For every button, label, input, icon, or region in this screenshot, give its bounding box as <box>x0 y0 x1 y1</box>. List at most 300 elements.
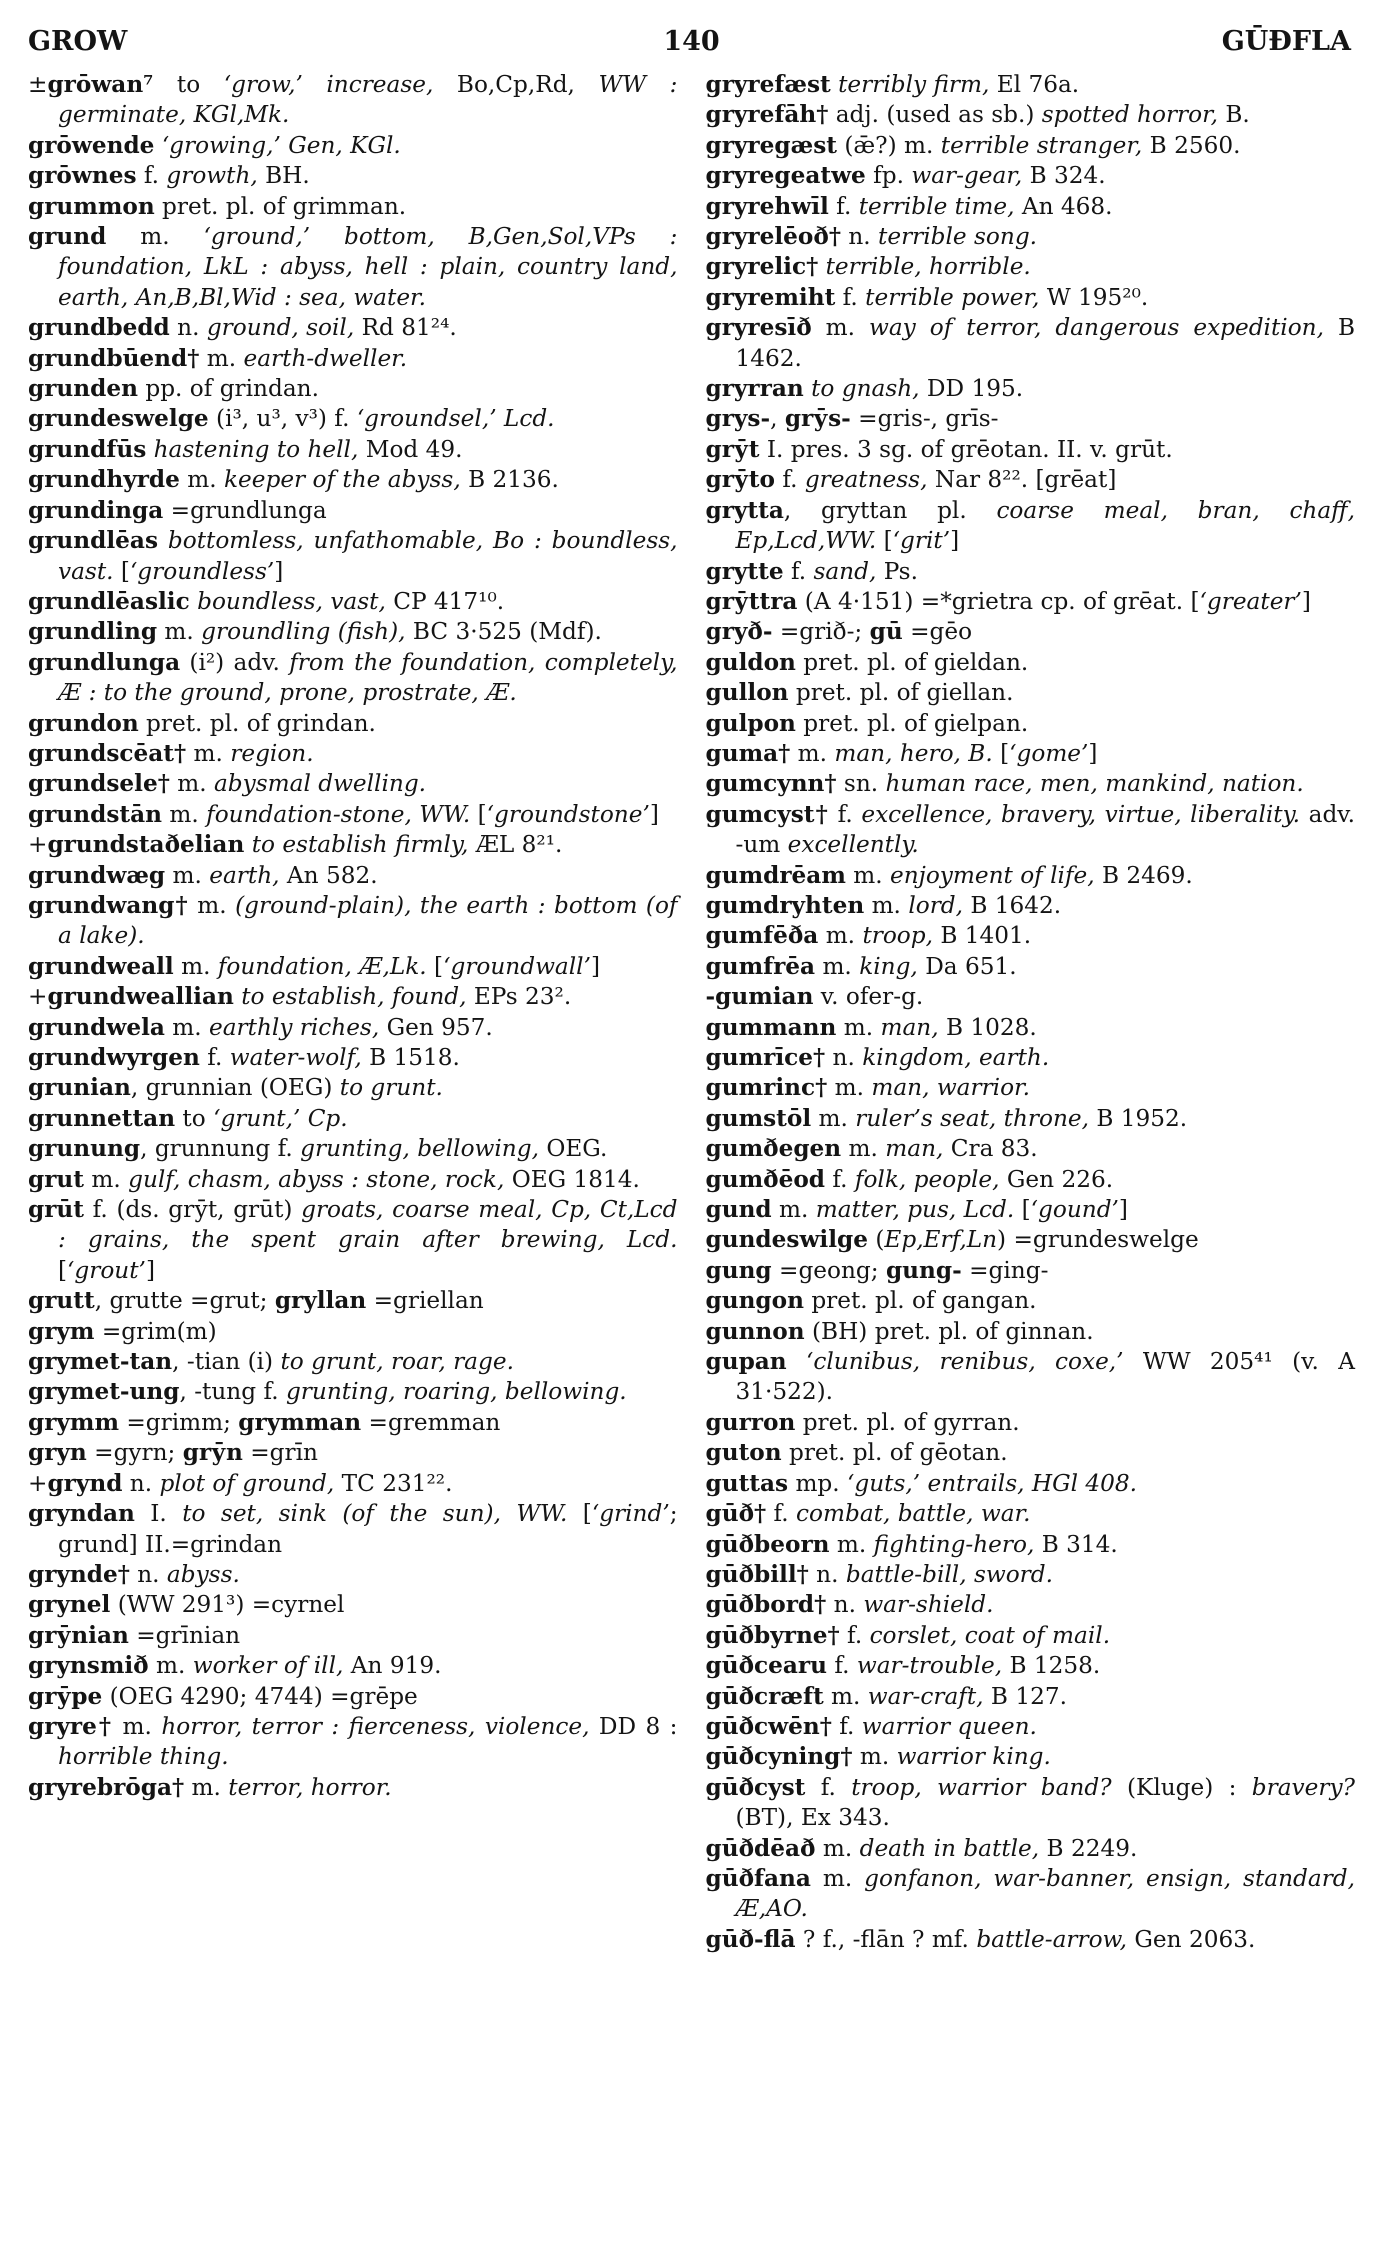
entry-text: to <box>175 1104 214 1132</box>
dictionary-entry <box>706 1043 1356 1073</box>
entry-text: f. (ds. grӯt, grūt) <box>84 1196 302 1224</box>
dictionary-entry <box>706 313 1356 374</box>
entry-text: Da 651. <box>925 952 1017 980</box>
headword: gummann <box>705 1013 837 1041</box>
entry-text: (BT), Ex 343. <box>735 1804 890 1832</box>
definition-text: groundling (fish), <box>201 618 413 646</box>
entry-text: CP 417¹⁰. <box>393 587 505 615</box>
definition-text: to set, sink (of the sun), WW. <box>182 1500 568 1528</box>
dictionary-entry <box>706 952 1356 982</box>
entry-text: fp. <box>865 162 912 190</box>
entry-text: f. <box>805 1773 852 1801</box>
entry-text: BH. <box>265 162 310 190</box>
headword: gunnon <box>705 1317 805 1345</box>
entry-text: to <box>153 71 224 98</box>
entry-text: f. <box>774 466 805 494</box>
headword: guttas <box>705 1469 789 1497</box>
definition-text: ‘ground,’ bottom, B,Gen,Sol,VPs : foundation, LkL : abyss, hell : plain, country land, earth, An,B,Bl,Wid : sea, water. <box>58 223 678 311</box>
dictionary-entry <box>706 1651 1356 1681</box>
headword: gūðdēað <box>705 1834 816 1862</box>
entry-text: m. <box>790 739 835 767</box>
entry-text <box>804 375 811 402</box>
dictionary-entry <box>28 435 678 465</box>
headword: gūðbill† <box>705 1560 809 1588</box>
dictionary-entry <box>28 1043 678 1073</box>
entry-text: B 314. <box>1041 1530 1118 1558</box>
dictionary-entry <box>28 1134 678 1164</box>
headword: guton <box>705 1439 782 1467</box>
dictionary-entry <box>706 1438 1356 1468</box>
dictionary-entry <box>28 769 678 799</box>
dictionary-entry <box>706 1256 1356 1286</box>
dictionary-entry <box>706 131 1356 161</box>
page-number: 140 <box>663 26 720 57</box>
headword: gūðcearu <box>705 1652 828 1680</box>
entry-text: m. <box>84 1165 129 1193</box>
entry-text: f. <box>136 162 167 190</box>
definition-text: war-shield. <box>863 1591 994 1619</box>
headword: grys- <box>705 405 771 433</box>
dictionary-columns <box>28 70 1355 1955</box>
definition-text: horror, terror : fierceness, violence, <box>161 1712 599 1740</box>
headword: guldon <box>705 648 796 676</box>
definition-text: grunting, roaring, bellowing. <box>285 1378 627 1406</box>
entry-text: [ <box>876 527 893 555</box>
header-first-headword: GROW <box>28 26 128 57</box>
headword: grundstaðelian <box>47 831 245 859</box>
definition-text: terrible power, <box>865 283 1047 311</box>
definition-text: abyss. <box>166 1560 240 1588</box>
definition-text: kingdom, earth. <box>862 1044 1050 1071</box>
headword: gryrran <box>705 375 804 403</box>
entry-text: B 1642. <box>970 891 1062 919</box>
dictionary-entry <box>28 648 678 709</box>
headword: grummon <box>28 192 155 220</box>
definition-text: way of terror, dangerous expedition, <box>869 314 1338 342</box>
entry-text: n. <box>169 314 207 342</box>
headword: gūðcyst <box>705 1773 806 1801</box>
entry-text: I. pres. 3 sg. of grēotan. II. v. grūt. <box>759 435 1173 463</box>
entry-text: Cra 83. <box>950 1135 1038 1163</box>
entry-text: B. <box>1225 101 1250 129</box>
entry-text: pret. pl. of grindan. <box>138 709 376 737</box>
dictionary-entry <box>706 192 1356 222</box>
dictionary-entry <box>706 982 1356 1012</box>
entry-text: n. <box>122 1469 160 1497</box>
entry-text: sn. <box>836 770 886 798</box>
headword: grundeswelge <box>28 405 209 433</box>
headword: gryrelēoð† <box>705 223 841 251</box>
headword: grōwnes <box>28 162 137 190</box>
dictionary-entry <box>706 1682 1356 1712</box>
entry-text: (BH) pret. pl. of ginnan. <box>804 1317 1094 1345</box>
dictionary-entry <box>706 648 1356 678</box>
definition-text: troop, warrior band? <box>851 1773 1127 1801</box>
dictionary-entry <box>28 1104 678 1134</box>
entry-text: m. <box>818 922 863 950</box>
headword: grundscēat† <box>28 739 187 767</box>
definition-text: boundless, vast, <box>197 587 394 615</box>
dictionary-entry <box>706 1590 1356 1620</box>
entry-text: f. <box>829 800 862 828</box>
definition-text: ‘grunt,’ Cp. <box>213 1104 348 1132</box>
definition-text: ‘grout’ <box>67 1256 146 1284</box>
headword: gumdrēam <box>705 861 846 889</box>
headword: grynsmið <box>28 1652 149 1680</box>
definition-text: growth, <box>166 162 266 190</box>
dictionary-entry <box>706 861 1356 891</box>
headword: grundbedd <box>28 314 170 342</box>
headword: grӯn <box>182 1439 243 1467</box>
definition-text: worker of ill, <box>192 1652 351 1680</box>
headword: grymet-ung <box>28 1378 180 1406</box>
dictionary-entry <box>28 1651 678 1681</box>
headword: gryrelic† <box>705 253 819 281</box>
dictionary-entry <box>28 1682 678 1712</box>
headword: grunden <box>28 375 138 403</box>
dictionary-entry <box>28 496 678 526</box>
headword: gryre† <box>28 1712 114 1740</box>
definition-text: ‘grit’ <box>892 527 951 555</box>
definition-text: king, <box>859 952 926 980</box>
headword: gullon <box>705 679 789 707</box>
definition-text: man, hero, B. <box>834 739 993 767</box>
dictionary-entry <box>28 952 678 982</box>
dictionary-entry <box>706 1408 1356 1438</box>
entry-text: m. <box>184 1773 229 1801</box>
entry-text: , gryttan pl. <box>783 496 997 524</box>
definition-text: battle-arrow, <box>976 1925 1135 1953</box>
definition-text: plot of ground, <box>159 1469 342 1497</box>
entry-text: B 1518. <box>369 1044 460 1071</box>
definition-text: foundation-stone, WW. <box>206 800 471 828</box>
entry-text: OEG 1814. <box>511 1165 640 1193</box>
dictionary-entry <box>28 131 678 161</box>
entry-text: [ <box>992 739 1010 767</box>
entry-text <box>787 1348 806 1375</box>
definition-text: human race, men, mankind, nation. <box>885 770 1304 798</box>
entry-text: v. ofer-g. <box>813 983 924 1011</box>
dictionary-entry <box>706 739 1356 769</box>
entry-text: B 2560. <box>1149 131 1241 159</box>
dictionary-entry <box>28 1317 678 1347</box>
entry-text: [ <box>113 557 130 585</box>
dictionary-entry <box>28 313 678 343</box>
entry-text: (i²) adv. <box>180 648 290 676</box>
entry-text: (ǣ?) m. <box>836 131 941 159</box>
headword: gryresīð <box>705 314 812 342</box>
headword: grӯs- <box>784 405 851 433</box>
headword: gūðbyrne† <box>705 1621 840 1649</box>
dictionary-entry <box>28 617 678 647</box>
definition-text: ‘growing,’ Gen, KGl. <box>161 131 401 159</box>
definition-text: ‘groundsel,’ Lcd. <box>356 405 555 433</box>
definition-text: to gnash, <box>811 375 927 403</box>
entry-text: (Kluge) : <box>1126 1773 1252 1801</box>
dictionary-entry <box>706 1165 1356 1195</box>
dictionary-entry <box>28 1195 678 1286</box>
dictionary-entry <box>706 1621 1356 1651</box>
entry-text: =gyrn; <box>86 1439 183 1467</box>
dictionary-entry <box>28 800 678 830</box>
header-last-headword: GŪÐFLA <box>1221 26 1351 57</box>
headword: grӯttra <box>705 587 798 615</box>
entry-text: BC 3·525 (Mdf). <box>412 618 602 646</box>
entry-text: + <box>28 831 48 859</box>
entry-text: =gēo <box>902 618 973 646</box>
entry-text: TC 231²². <box>341 1469 453 1497</box>
headword: -gumian <box>705 983 814 1011</box>
dictionary-entry <box>28 465 678 495</box>
entry-text: m. <box>179 466 224 494</box>
entry-text: f. <box>827 1652 857 1680</box>
entry-text: Bo,Cp,Rd, <box>456 71 599 98</box>
dictionary-entry <box>706 1925 1356 1955</box>
headword: grundweall <box>28 952 174 980</box>
entry-text: Gen 2063. <box>1134 1925 1256 1953</box>
definition-text: terrible time, <box>858 192 1022 220</box>
dictionary-entry <box>28 1560 678 1590</box>
headword: grundfūs <box>28 435 147 463</box>
dictionary-entry <box>706 617 1356 647</box>
headword: guma† <box>705 739 791 767</box>
headword: gū <box>869 618 903 646</box>
entry-text: W 195²⁰. <box>1046 283 1149 311</box>
entry-text: n. <box>808 1560 846 1588</box>
entry-text: m. <box>811 1104 856 1132</box>
headword: grynde† <box>28 1560 130 1588</box>
entry-text: B 2249. <box>1046 1834 1138 1862</box>
headword: grundling <box>28 618 158 646</box>
definition-text: greatness, <box>804 466 935 494</box>
headword: gūðcyning† <box>705 1743 853 1771</box>
entry-text: =ging- <box>961 1256 1049 1284</box>
entry-text: Rd 81²⁴. <box>361 314 457 342</box>
dictionary-entry <box>28 891 678 952</box>
headword: grundwang† <box>28 891 189 919</box>
headword: gund <box>705 1196 772 1224</box>
entry-text: [ <box>426 952 444 980</box>
headword: grundsele† <box>28 770 170 798</box>
headword: gryð- <box>705 618 773 646</box>
headword: grutt <box>28 1287 95 1315</box>
dictionary-entry <box>706 100 1356 130</box>
dictionary-entry <box>706 1712 1356 1742</box>
definition-text: ‘gound’ <box>1030 1196 1119 1224</box>
dictionary-entry <box>706 891 1356 921</box>
entry-text: ] <box>1088 739 1098 767</box>
dictionary-entry <box>706 921 1356 951</box>
entry-text: pret. pl. of gangan. <box>803 1287 1037 1315</box>
entry-text: Gen 957. <box>386 1013 493 1041</box>
dictionary-entry <box>28 222 678 313</box>
dictionary-entry <box>706 557 1356 587</box>
entry-text: m. <box>157 618 202 646</box>
headword: grytta <box>705 496 784 524</box>
headword: grym <box>28 1317 95 1345</box>
dictionary-entry <box>706 678 1356 708</box>
dictionary-entry <box>706 1773 1356 1834</box>
dictionary-entry <box>706 283 1356 313</box>
entry-text: m. <box>852 1743 897 1771</box>
dictionary-entry <box>706 404 1356 434</box>
entry-text: =grið-; <box>772 618 870 646</box>
entry-text: [ <box>470 800 487 828</box>
definition-text: terrible song. <box>878 223 1038 251</box>
entry-text: An 468. <box>1021 192 1113 220</box>
headword: grundwela <box>28 1013 165 1041</box>
headword: gryrefæst <box>705 71 831 98</box>
dictionary-entry <box>706 587 1356 617</box>
entry-text: + <box>28 983 48 1011</box>
dictionary-entry <box>706 1286 1356 1316</box>
headword: grundinga <box>28 496 164 524</box>
definition-text: gulf, chasm, abyss : stone, rock, <box>128 1165 512 1193</box>
headword: grӯnian <box>28 1621 129 1649</box>
headword: grymet-tan <box>28 1348 173 1376</box>
entry-text: (i³, u³, v³) f. <box>208 405 357 433</box>
entry-text: Nar 8²². [grēat] <box>934 466 1117 494</box>
definition-text: warrior queen. <box>861 1712 1037 1740</box>
entry-text: B 1028. <box>946 1013 1037 1041</box>
entry-text: ] <box>274 557 284 585</box>
definition-text: ‘grind’ <box>591 1500 670 1528</box>
entry-text: m. <box>864 891 909 919</box>
headword: grunung <box>28 1135 141 1163</box>
entry-text: An 919. <box>350 1652 442 1680</box>
entry-text: m. <box>815 1834 860 1862</box>
definition-text: foundation, Æ,Lk. <box>217 952 427 980</box>
dictionary-entry <box>28 1469 678 1499</box>
headword: grynd <box>47 1469 123 1497</box>
definition-text: troop, <box>862 922 941 950</box>
headword: gryrefāh† <box>705 101 829 129</box>
entry-text: An 582. <box>286 861 378 889</box>
dictionary-entry <box>706 769 1356 799</box>
definition-text: earth, <box>209 861 287 889</box>
headword: gung <box>705 1256 772 1284</box>
headword: gulpon <box>705 709 796 737</box>
entry-text: m. <box>827 1074 872 1102</box>
entry-text: OEG. <box>546 1135 608 1163</box>
entry-text <box>831 71 838 98</box>
left-column <box>28 70 678 1955</box>
entry-text: B 2136. <box>468 466 559 494</box>
dictionary-entry <box>706 1104 1356 1134</box>
entry-text <box>818 253 825 280</box>
dictionary-entry <box>706 374 1356 404</box>
dictionary-entry <box>706 161 1356 191</box>
definition-text: battle-bill, sword. <box>845 1560 1053 1588</box>
dictionary-entry <box>28 1499 678 1560</box>
headword: grundlēas <box>28 527 158 555</box>
entry-text <box>158 527 168 554</box>
definition-text: bottomless, unfathomable, Bo : boundless, vast. <box>58 527 678 585</box>
definition-text: earth-dweller. <box>243 344 408 372</box>
definition-text: war-trouble, <box>856 1652 1010 1680</box>
entry-text: B 1258. <box>1009 1652 1101 1680</box>
entry-text: m. <box>162 800 207 828</box>
right-column <box>706 70 1356 1955</box>
entry-text: pret. pl. of grimman. <box>154 192 407 220</box>
entry-text: adj. (used as sb.) <box>828 101 1042 129</box>
definition-text: gonfanon, war-banner, ensign, standard, Æ,AO. <box>735 1864 1355 1923</box>
entry-text: ] <box>145 1256 155 1284</box>
entry-text: , grunnung f. <box>140 1135 301 1163</box>
headword: gryrehwīl <box>705 192 829 220</box>
dictionary-entry <box>706 1225 1356 1255</box>
definition-text: ruler’s seat, throne, <box>855 1104 1097 1132</box>
definition-text: WW : germinate, KGl,Mk. <box>58 71 678 129</box>
entry-text: pret. pl. of giellan. <box>788 679 1014 707</box>
headword: gryrebrōga† <box>28 1773 185 1801</box>
definition-text: region. <box>230 739 314 767</box>
entry-text: ] <box>1118 1196 1128 1224</box>
entry-text: DD 195. <box>926 375 1024 403</box>
dictionary-entry <box>28 982 678 1012</box>
dictionary-entry <box>706 1834 1356 1864</box>
entry-text: f. <box>199 1044 230 1071</box>
entry-text: (OEG 4290; 4744) =grēpe <box>102 1682 418 1710</box>
entry-text: m. <box>165 861 210 889</box>
entry-text: m. <box>188 891 236 919</box>
headword: grundbūend† <box>28 344 200 372</box>
definition-text: man, <box>880 1013 946 1041</box>
entry-text: ? f., -flān ? mf. <box>795 1925 977 1953</box>
definition-text: to establish, found, <box>241 983 474 1011</box>
headword: gryregeatwe <box>705 162 866 190</box>
entry-text: =grim(m) <box>94 1317 217 1345</box>
headword: gryndan <box>28 1500 135 1528</box>
definition-text: enjoyment of life, <box>889 861 1102 889</box>
entry-text: =gremman <box>361 1408 501 1436</box>
definition-text: sand, <box>813 557 884 585</box>
entry-text: m. <box>113 1712 162 1740</box>
headword: grundhyrde <box>28 466 180 494</box>
definition-text: to grunt, roar, rage. <box>280 1348 514 1376</box>
definition-text: war-craft, <box>867 1682 991 1710</box>
headword: gung- <box>885 1256 962 1284</box>
entry-text: ] <box>590 952 600 980</box>
headword: gryregæst <box>705 131 837 159</box>
definition-text: abysmal dwelling. <box>213 770 427 798</box>
headword: grundwyrgen <box>28 1044 200 1071</box>
dictionary-entry <box>706 70 1356 100</box>
dictionary-entry <box>706 709 1356 739</box>
headword: gumstōl <box>705 1104 812 1132</box>
dictionary-entry <box>28 161 678 191</box>
definition-text: ‘groundless’ <box>129 557 275 585</box>
entry-text: B 1952. <box>1096 1104 1188 1132</box>
definition-text: ‘grow,’ increase, <box>223 71 457 98</box>
headword: gūðfana <box>705 1864 811 1892</box>
entry-text: , grutte =grut; <box>94 1287 275 1315</box>
entry-text: n. <box>825 1044 863 1071</box>
entry-text: (WW 291³) =cyrnel <box>110 1591 345 1619</box>
definition-text: lord, <box>908 891 971 919</box>
page-header <box>28 22 1355 70</box>
dictionary-entry <box>706 800 1356 861</box>
definition-text: (ground-plain), the earth : bottom (of a lake). <box>58 891 678 950</box>
entry-text: m. <box>173 952 218 980</box>
entry-text: f. <box>828 192 859 220</box>
entry-text: I. <box>134 1500 183 1528</box>
dictionary-entry <box>706 496 1356 557</box>
entry-text: m. <box>811 314 870 342</box>
headword: gūðbeorn <box>705 1530 830 1558</box>
dictionary-entry <box>706 1864 1356 1925</box>
entry-text: f. <box>839 1621 870 1649</box>
